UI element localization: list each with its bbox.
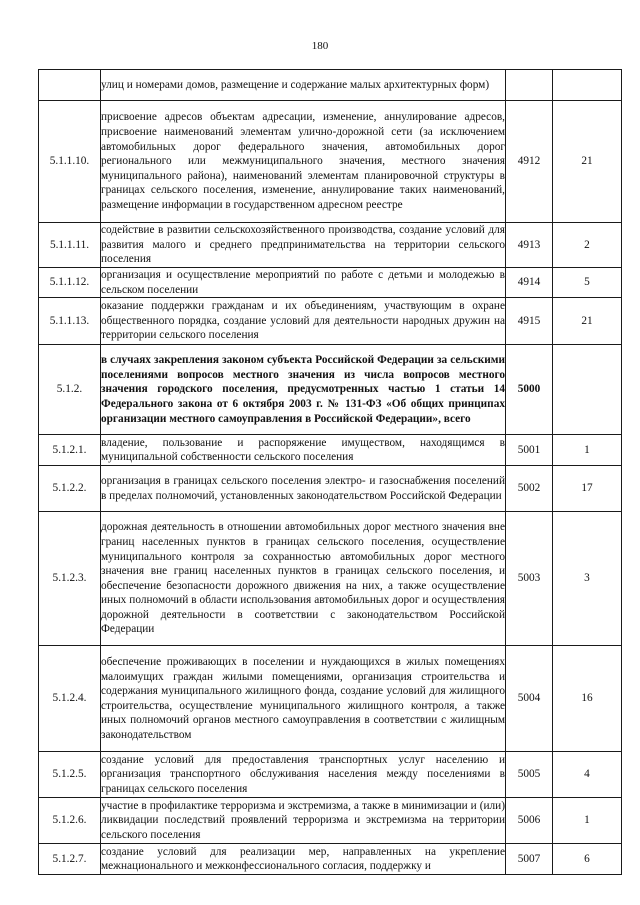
row-count: [553, 70, 622, 101]
table-row: [39, 466, 622, 512]
row-description: содействие в развитии сельскохозяйственного производства, создание условий для развития малого и среднего предпринимательства на территории сельского поселения: [101, 224, 505, 266]
row-code: 5.1.2.3.: [39, 512, 101, 646]
row-code: 5.1.2.7.: [39, 844, 101, 875]
row-description: улиц и номерами домов, размещение и содержание малых архитектурных форм): [101, 78, 490, 91]
row-code: 5.1.2.2.: [39, 466, 101, 512]
row-line-number: 4912: [506, 101, 553, 223]
row-code: 5.1.1.12.: [39, 268, 101, 298]
row-line-number: 4915: [506, 298, 553, 345]
row-description: участие в профилактике терроризма и экстремизма, а также в минимизации и (или) ликвидации последствий проявлений терроризма и экстремизма на территории сельского поселения: [101, 799, 505, 841]
row-code: 5.1.2.1.: [39, 435, 101, 466]
row-count: 3: [553, 512, 622, 646]
table-row: [39, 70, 622, 101]
table-row: [39, 752, 622, 798]
row-description: владение, пользование и распоряжение имуществом, находящимся в муниципальной собственности сельского поселения: [101, 436, 505, 464]
page-number: 180: [311, 40, 329, 52]
row-description: обеспечение проживающих в поселении и нуждающихся в жилых помещениях малоимущих граждан жилыми помещениями, организация строительства и содержания муниципального жилищного фонда, создание условий для жилищного строительства, осуществление муниципального жилищного контроля, а также иных полномочий органов местного самоуправления в соответствии с жилищным законодательством: [101, 655, 505, 741]
row-count: 4: [553, 752, 622, 798]
table-row: [39, 345, 622, 435]
row-description: оказание поддержки гражданам и их объединениям, участвующим в охране общественного порядка, создание условий для деятельности народных дружин на территории сельского поселения: [101, 300, 505, 342]
row-count: 6: [553, 844, 622, 875]
row-description: организация в границах сельского поселения электро- и газоснабжения поселений в пределах полномочий, установленных законодательством Российской Федерации: [101, 475, 505, 502]
row-count: 21: [553, 298, 622, 345]
row-line-number: 5003: [506, 512, 553, 646]
row-line-number: 5001: [506, 435, 553, 466]
row-code: 5.1.2.6.: [39, 798, 101, 844]
row-description: дорожная деятельность в отношении автомобильных дорог местного значения вне границ населенных пунктов в границах сельского поселения, осуществление муниципального контроля за сохранностью автомобильных дорог местного значения вне границ населенных пунктов в границах сельского поселения, и обеспечение безопасности дорожного движения на них, а также осуществление иных полномочий в области использования автомобильных дорог и осуществления дорожной деятельности в соответствии с законодательством Российской Федерации: [101, 521, 505, 636]
table-row: [39, 646, 622, 752]
row-description: в случаях закрепления законом субъекта Российской Федерации за сельскими поселениями вопросов местного значения из числа вопросов местного значения городского поселения, предусмотренных частью 1 статьи 14 Федерального закона от 6 октября 2003 г. № 131-ФЗ «Об общих принципах организации местного самоуправления в Российской Федерации», всего: [101, 354, 505, 425]
table-row: [39, 223, 622, 268]
row-count: 2: [553, 223, 622, 268]
row-line-number: 5005: [506, 752, 553, 798]
row-code: 5.1.1.13.: [39, 298, 101, 345]
row-count: [553, 345, 622, 435]
row-line-number: 5004: [506, 646, 553, 752]
row-count: 21: [553, 101, 622, 223]
row-code: 5.1.2.4.: [39, 646, 101, 752]
row-description: присвоение адресов объектам адресации, изменение, аннулирование адресов, присвоение наименований элементам улично-дорожной сети (за исключением автомобильных дорог федерального значения, автомобильных дорог регионального или межмуниципального значения, местного значения муниципального района), наименований элементам планировочной структуры в границах сельского поселения, изменение, аннулирование таких наименований, размещение информации в государственном адресном реестре: [101, 111, 505, 211]
row-count: 1: [553, 435, 622, 466]
table-row: [39, 298, 622, 345]
row-count: 16: [553, 646, 622, 752]
row-code: [39, 70, 101, 101]
table-row: [39, 512, 622, 646]
row-line-number: 4914: [506, 268, 553, 298]
table-row: [39, 435, 622, 466]
row-count: 1: [553, 798, 622, 844]
table-row: [39, 101, 622, 223]
municipal-powers-table: [38, 69, 622, 875]
row-description: создание условий для реализации мер, направленных на укрепление межнационального и межконфессионального согласия, поддержку и: [101, 845, 505, 873]
table-row: [39, 268, 622, 298]
row-code: 5.1.2.5.: [39, 752, 101, 798]
row-line-number: 5002: [506, 466, 553, 512]
row-description: организация и осуществление мероприятий по работе с детьми и молодежью в сельском поселении: [101, 269, 505, 296]
row-code: 5.1.2.: [39, 345, 101, 435]
row-description: создание условий для предоставления транспортных услуг населению и организация транспортного обслуживания населения между поселениями в границах сельского поселения: [101, 753, 505, 795]
row-count: 5: [553, 268, 622, 298]
row-line-number: 5007: [506, 844, 553, 875]
row-code: 5.1.1.10.: [39, 101, 101, 223]
row-line-number: 4913: [506, 223, 553, 268]
row-code: 5.1.1.11.: [39, 223, 101, 268]
table-row: [39, 844, 622, 875]
table-row: [39, 798, 622, 844]
row-line-number: 5006: [506, 798, 553, 844]
row-count: 17: [553, 466, 622, 512]
row-line-number: [506, 70, 553, 101]
row-line-number: 5000: [506, 345, 553, 435]
